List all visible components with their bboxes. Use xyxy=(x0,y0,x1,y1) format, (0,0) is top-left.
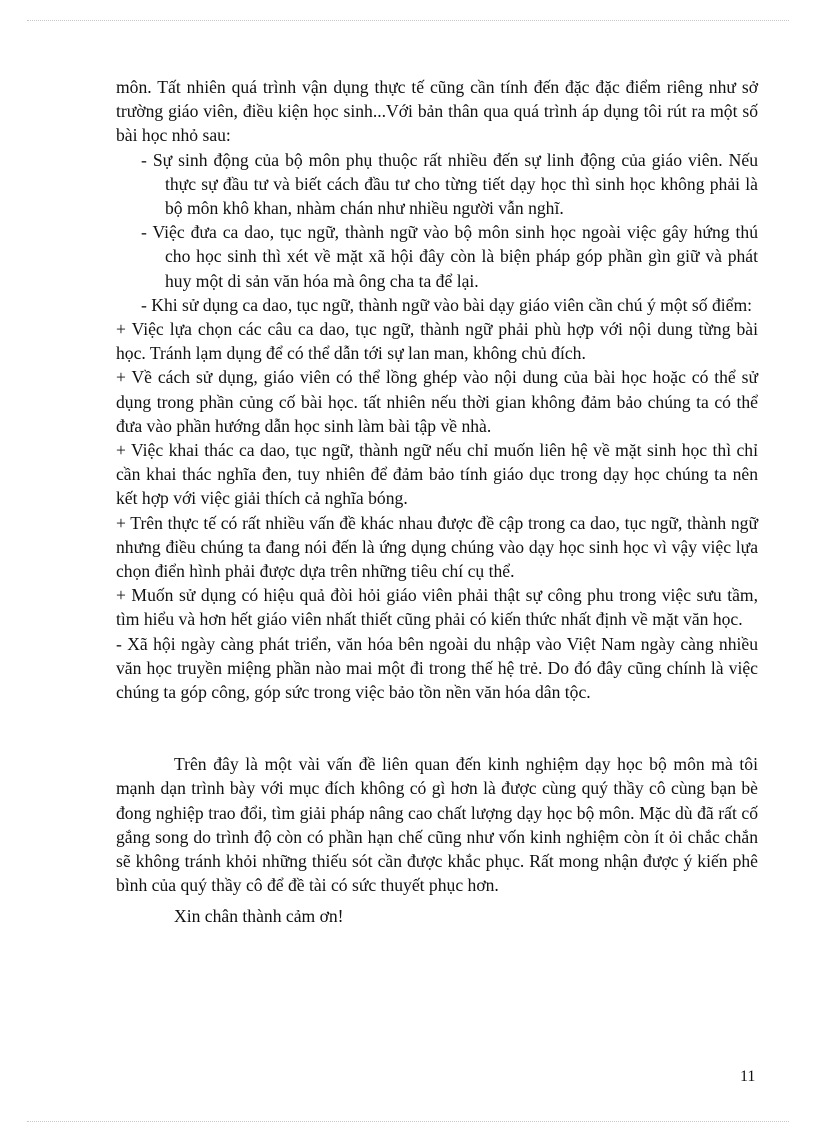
thanks-line: Xin chân thành cảm ơn! xyxy=(174,905,344,926)
plus-item: + Việc lựa chọn các câu ca dao, tục ngữ, thành ngữ phải phù hợp với nội dung từng bài học. Tránh lạm dụng để có thể dẫn tới sự lan man, không chủ đích. xyxy=(116,319,758,364)
closing-dash-item: - Xã hội ngày càng phát triển, văn hóa bên ngoài du nhập vào Việt Nam ngày càng nhiều văn học truyền miệng phần nào mai một đi trong thế hệ trẻ. Do đó đây cũng chính là việc chúng ta góp công, góp sức trong việc bảo tồn nền văn hóa dân tộc. xyxy=(116,633,758,703)
spacer xyxy=(116,728,758,752)
document-body xyxy=(116,75,758,928)
plus-item: + Việc khai thác ca dao, tục ngữ, thành ngữ nếu chỉ muốn liên hệ về mặt sinh học thì chỉ cần khai thác nghĩa đen, tuy nhiên để đảm bảo tính giáo dục trong dạy học chúng ta nên kết hợp với việc giải thích cả nghĩa bóng. xyxy=(116,440,758,509)
page-number: 11 xyxy=(740,1068,756,1085)
conclusion-paragraph: Trên đây là một vài vấn đề liên quan đến kinh nghiệm dạy học bộ môn mà tôi mạnh dạn trình bày với mục đích không có gì hơn là được cùng quý thầy cô cùng bạn bè đong nghiệp trao đổi, tìm giải pháp nâng cao chất lượng dạy học bộ môn. Mặc dù đã rất cố gắng song do trình độ còn có phần hạn chế cũng như vốn kinh nghiệm còn ít ỏi chắc chắn sẽ không tránh khỏi những thiếu sót cần được khắc phục. Rất mong nhận được ý kiến phê bình của quý thầy cô để đề tài có sức thuyết phục hơn. xyxy=(116,754,758,896)
dash-item: - Khi sử dụng ca dao, tục ngữ, thành ngữ vào bài dạy giáo viên cần chú ý một số điểm: xyxy=(141,294,753,315)
intro-paragraph: môn. Tất nhiên quá trình vận dụng thực tế cũng cần tính đến đặc đặc điểm riêng như sở trường giáo viên, điều kiện học sinh...Với bản thân qua quá trình áp dụng tôi rút ra một số bài học nhỏ sau: xyxy=(116,77,758,146)
spacer xyxy=(116,704,758,728)
plus-item: + Về cách sử dụng, giáo viên có thể lồng ghép vào nội dung của bài học hoặc có thể sử dụng trong phần củng cố bài học. tất nhiên nếu thời gian không đảm bảo chúng ta có thể đưa vào phần hướng dẫn học sinh làm bài tập về nhà. xyxy=(116,367,758,436)
dash-item: - Việc đưa ca dao, tục ngữ, thành ngữ vào bộ môn sinh học ngoài việc gây hứng thú cho học sinh thì xét về mặt xã hội đây còn là biện pháp góp phần gìn giữ và phát huy một di sản văn hóa mà ông cha ta để lại. xyxy=(141,222,758,291)
plus-item: + Muốn sử dụng có hiệu quả đòi hỏi giáo viên phải thật sự công phu trong việc sưu tầm, tìm hiểu và hơn hết giáo viên nhất thiết cũng phải có kiến thức nhất định về mặt văn học. xyxy=(116,585,758,630)
dash-item: - Sự sinh động của bộ môn phụ thuộc rất nhiều đến sự linh động của giáo viên. Nếu thực sự đầu tư và biết cách đầu tư cho từng tiết dạy học thì sinh học không phải là bộ môn khô khan, nhàm chán như nhiều người vẫn nghĩ. xyxy=(141,149,758,219)
plus-item: + Trên thực tế có rất nhiều vấn đề khác nhau được đề cập trong ca dao, tục ngữ, thành ngữ nhưng điều chúng ta đang nói đến là ứng dụng chúng vào dạy học sinh học vì vậy việc lựa chọn điển hình phải được dựa trên những tiêu chí cụ thể. xyxy=(116,512,758,582)
